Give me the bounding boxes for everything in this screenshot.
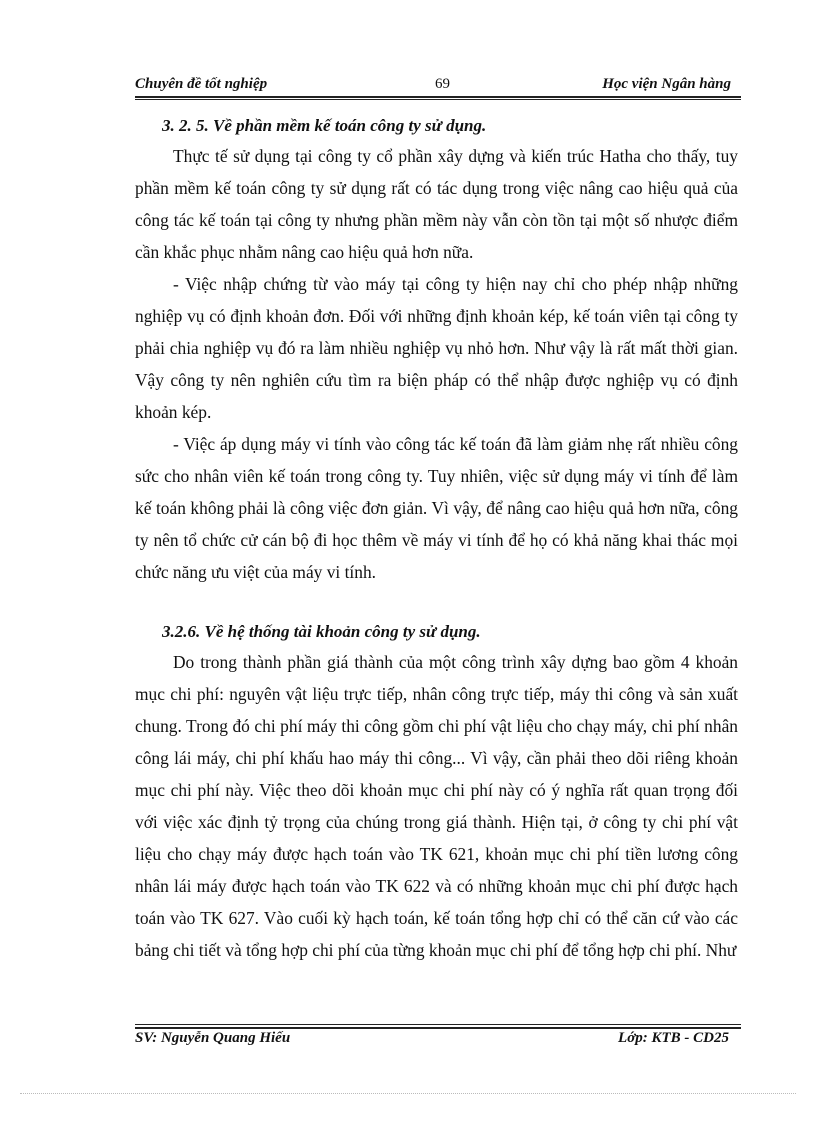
page-header — [135, 74, 741, 98]
section-spacer — [135, 588, 738, 618]
header-rule-thin — [135, 99, 741, 100]
page-number: 69 — [435, 76, 450, 92]
header-rule — [135, 96, 741, 98]
header-institution: Học viện Ngân hàng — [602, 76, 731, 92]
paragraph: Do trong thành phần giá thành của một công trình xây dựng bao gồm 4 khoản mục chi phí: nguyên vật liệu trực tiếp, nhân công trực tiếp, máy thi công và sản xuất chung. Trong đó chi phí máy thi công gồm chi phí vật liệu cho chạy máy, chi phí nhân công lái máy, chi phí khấu hao máy thi công... Vì vậy, cần phải theo dõi riêng khoản mục chi phí này. Việc theo dõi khoản mục chi phí này có ý nghĩa rất quan trọng đối với việc xác định tỷ trọng của chúng trong giá thành. Hiện tại, ở công ty chi phí vật liệu cho chạy máy được hạch toán vào TK 621, khoản mục chi phí tiền lương công nhân lái máy được hạch toán vào TK 622 và có những khoản mục chi phí được hạch toán vào TK 627. Vào cuối kỳ hạch toán, kế toán tổng hợp chỉ có thể căn cứ vào các bảng chi tiết và tổng hợp chi phí của từng khoản mục chi phí để tổng hợp chi phí. Như — [135, 652, 738, 960]
section-heading-3-2-5: 3. 2. 5. Về phần mềm kế toán công ty sử dụng. — [162, 116, 487, 135]
page-body — [135, 112, 738, 966]
footer-rule-thin — [135, 1024, 741, 1025]
page-edge-dotted-line — [20, 1093, 796, 1094]
page-footer — [135, 1030, 741, 1054]
section-heading-3-2-6: 3.2.6. Về hệ thống tài khoản công ty sử dụng. — [162, 622, 481, 641]
header-title: Chuyên đề tốt nghiệp — [135, 76, 268, 92]
class-code: Lớp: KTB - CD25 — [618, 1030, 729, 1046]
paragraph: - Việc nhập chứng từ vào máy tại công ty hiện nay chỉ cho phép nhập những nghiệp vụ có định khoản đơn. Đối với những định khoản kép, kế toán viên tại công ty phải chia nghiệp vụ đó ra làm nhiều nghiệp vụ nhỏ hơn. Như vậy là rất mất thời gian. Vậy công ty nên nghiên cứu tìm ra biện pháp có thể nhập được nghiệp vụ có định khoản kép. — [135, 274, 738, 422]
student-name: SV: Nguyễn Quang Hiếu — [135, 1030, 291, 1046]
footer-rule — [135, 1027, 741, 1029]
paragraph: - Việc áp dụng máy vi tính vào công tác kế toán đã làm giảm nhẹ rất nhiều công sức cho nhân viên kế toán trong công ty. Tuy nhiên, việc sử dụng máy vi tính để làm kế toán không phải là công việc đơn giản. Vì vậy, để nâng cao hiệu quả hơn nữa, công ty nên tổ chức cử cán bộ đi học thêm về máy vi tính để họ có khả năng khai thác mọi chức năng ưu việt của máy vi tính. — [135, 434, 738, 582]
paragraph: Thực tế sử dụng tại công ty cổ phần xây dựng và kiến trúc Hatha cho thấy, tuy phần mềm kế toán công ty sử dụng rất có tác dụng trong việc nâng cao hiệu quả của công tác kế toán tại công ty nhưng phần mềm này vẫn còn tồn tại một số nhược điểm cần khắc phục nhằm nâng cao hiệu quả hơn nữa. — [135, 146, 738, 262]
